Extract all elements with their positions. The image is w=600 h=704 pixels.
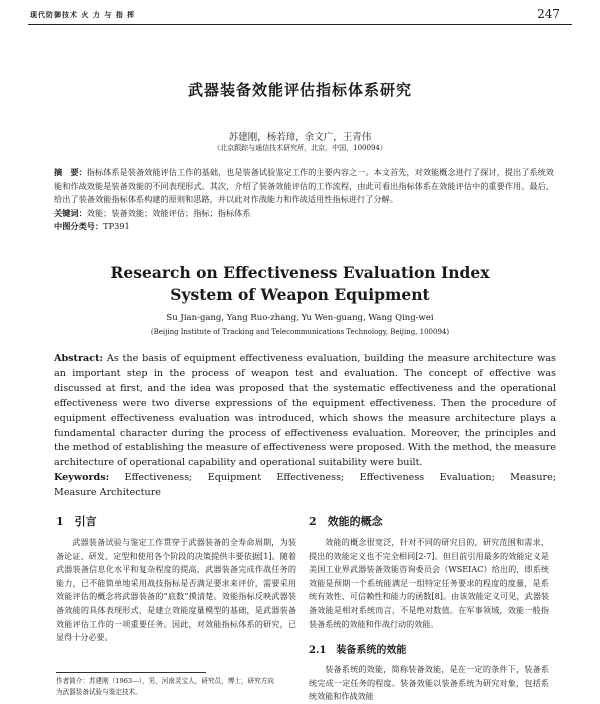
subsection-2-1-paragraph: 装备系统的效能，简称装备效能，是在一定的条件下，装备系统完成一定任务的程度。装备效能以装备系统为研究对象，包括系统效能和作战效能 [309,664,549,702]
section-1-body [56,536,296,645]
keyword: Effectiveness [359,472,425,484]
english-title-line-1: Research on Effectiveness Evaluation Index [110,263,490,282]
chinese-keywords-text: 效能；装备效能；效能评估；指标；指标体系 [86,207,251,218]
chinese-abstract-label: 摘 要： [54,167,87,177]
chinese-title: 武器装备效能评估指标体系研究 [187,81,412,99]
chinese-authors: 苏建刚，杨若璋，余文广，王青伟 [228,132,372,143]
section-2-body [309,536,549,631]
footnote-line-2: 为武器装备试验与鉴定技术。 [56,688,142,696]
english-affiliation: (Beijing Institute of Tracking and Telecommunications Technology, Beijing, 100094) [150,328,450,336]
chinese-abstract [54,166,554,207]
keyword: Effectiveness; [276,472,345,484]
page-number: 247 [537,7,560,21]
english-abstract [54,352,556,471]
keyword: Evaluation; [439,472,495,484]
subsection-2-1-heading: 2.1 装备系统的效能 [309,645,407,656]
keyword: Equipment [207,472,262,484]
chinese-clc [54,220,554,234]
chinese-abstract-text: 指标体系是装备效能评估工作的基础，也是装备试验鉴定工作的主要内容之一。本文首先，对效能概念进行了探讨，提出了系统效能和作战效能是装备效能的不同表现形式。其次，介绍了装备效能评估的工作流程，由此可看出指标体系在效能评估中的重要作用。最后，给出了装备效能指标体系构建的原则和思路，并以此对作战能力和作战适用性指标进行了分解。 [54,167,554,204]
english-abstract-text: As the basis of equipment effectiveness evaluation, building the measure architecture was an important step in the process of weapon test and evaluation. The concept of effective was discussed at first, and the idea was proposed that the systematic effectiveness and the operational effectiveness were two diverse expressions of the equipment effectiveness. Then the procedure of equipment effectiveness evaluation was introduced, which shows the measure architecture plays a fundamental character during the process of effectiveness evaluation. Moreover, the principles and the method of establishing the measure of effectiveness were proposed. With the method, the measure architecture of operational capability and operational suitability were built. [54,353,556,469]
section-2-heading: 2 效能的概念 [309,515,383,528]
english-keywords-tail: Measure Architecture [54,487,161,499]
english-keywords-row [54,471,556,486]
english-keywords-label: Keywords: [54,472,110,484]
keyword: Measure; [510,472,556,484]
footnote-rule [56,672,206,673]
chinese-clc-text: TP391 [103,221,130,231]
running-header-journal: 现代防御技术 火 力 与 指 挥 [30,10,136,19]
section-1-heading: 1 引言 [56,515,97,528]
header-rule [28,24,572,25]
section-2-paragraph: 效能的概念很宽泛，针对不同的研究目的，研究范围和需求，提出的效能定义也不完全相同[2-7]。但目前引用最多的效能定义是美国工业界武器装备效能咨询委员会（WSEIAC）给出的，即系统效能是预期一个系统能满足一组特定任务要求的程度的度量，是系统有效性、可信赖性和能力的函数[8]。由该效能定义可见，武器装备效能是相对系统而言，不是绝对数值。在军事领域，效能一般指装备系统的效能和作战行动的效能。 [309,537,549,629]
section-1-paragraph: 武器装备试验与鉴定工作贯穿于武器装备的全寿命周期，为装备论证、研发、定型和使用各个阶段的决策提供丰要依据[1]。随着武器装备信息化水平和复杂程度的提高，武器装备完成作战任务的能力，已不能简单地采用战技指标是否满足要求来评价，需要采用效能评估的概念将武器装备的“底数”摸清楚。效能指标反映武器装备效能的具体表现形式，是建立效能度量模型的基础，是武器装备效能评估工作的一项重要任务。因此，对效能指标体系的研究，已显得十分必要。 [56,537,296,643]
chinese-abstract-block [54,166,554,234]
english-abstract-block [54,352,556,501]
footnote-line-1: 作者简介：苏建刚（1963—），男，河南灵宝人，研究员，博士，研究方向 [56,677,274,685]
chinese-keywords-label: 关键词： [54,207,87,218]
english-abstract-label: Abstract: [54,353,104,364]
chinese-keywords [54,207,554,221]
keyword: Effectiveness; [124,472,193,484]
chinese-affiliation: （北京跟踪与通信技术研究所，北京，中国，100094） [213,144,387,152]
chinese-clc-label: 中图分类号： [54,221,104,231]
english-title [0,262,600,306]
english-authors: Su Jian-gang, Yang Ruo-zhang, Yu Wen-guang, Wang Qing-wei [166,313,434,323]
english-title-line-2: System of Weapon Equipment [170,285,430,304]
subsection-2-1-body [309,663,549,704]
